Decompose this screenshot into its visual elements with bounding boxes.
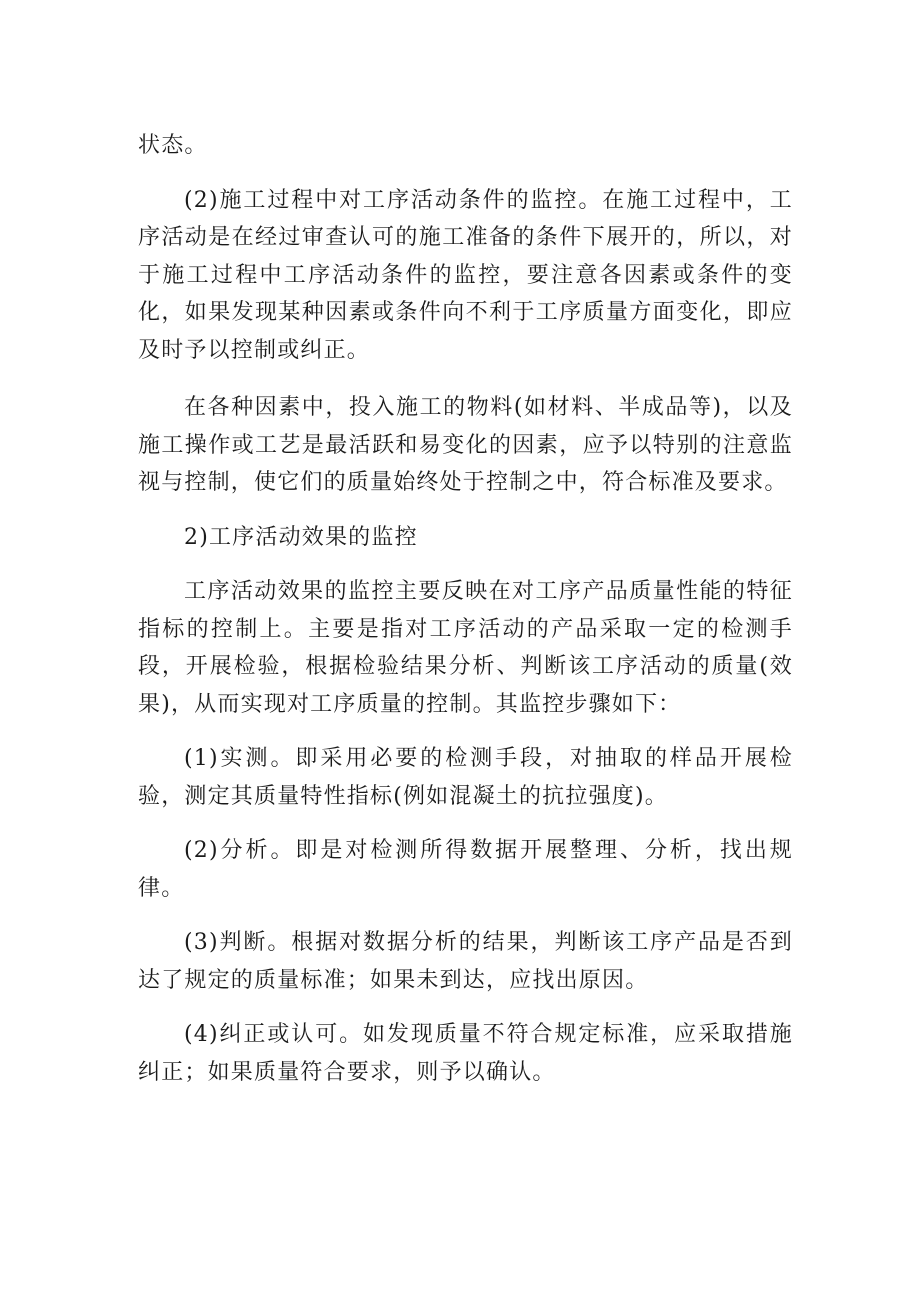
paragraph-effect-monitoring: 工序活动效果的监控主要反映在对工序产品质量性能的特征指标的控制上。主要是指对工序活动的产品采取一定的检测手段，开展检验，根据检验结果分析、判断该工序活动的质量(效果)，从而实现对工序质量的控制。其监控步骤如下： (138, 579, 793, 717)
paragraph-condition-monitoring: (2)施工过程中对工序活动条件的监控。在施工过程中，工序活动是在经过审查认可的施工准备的条件下展开的，所以，对于施工过程中工序活动条件的监控，要注意各因素或条件的变化，如果发现某种因素或条件向不利于工序质量方面变化，即应及时予以控制或纠正。 (138, 187, 793, 363)
step-correct-or-approve: (4)纠正或认可。如发现质量不符合规定标准，应采取措施纠正；如果质量符合要求，则予以确认。 (138, 1022, 793, 1085)
paragraph-factors: 在各种因素中，投入施工的物料(如材料、半成品等)，以及施工操作或工艺是最活跃和易变化的因素，应予以特别的注意监视与控制，使它们的质量始终处于控制之中，符合标准及要求。 (138, 395, 793, 495)
step-judge: (3)判断。根据对数据分析的结果，判断该工序产品是否到达了规定的质量标准；如果未到达，应找出原因。 (138, 930, 793, 993)
paragraph-continuation: 状态。 (138, 133, 208, 158)
document-body (138, 127, 793, 1108)
step-analyze: (2)分析。即是对检测所得数据开展整理、分析，找出规律。 (138, 838, 793, 901)
section-heading-effect-monitoring: 2)工序活动效果的监控 (184, 524, 418, 550)
step-measure: (1)实测。即采用必要的检测手段，对抽取的样品开展检验，测定其质量特性指标(例如混凝土的抗拉强度)。 (138, 746, 793, 809)
